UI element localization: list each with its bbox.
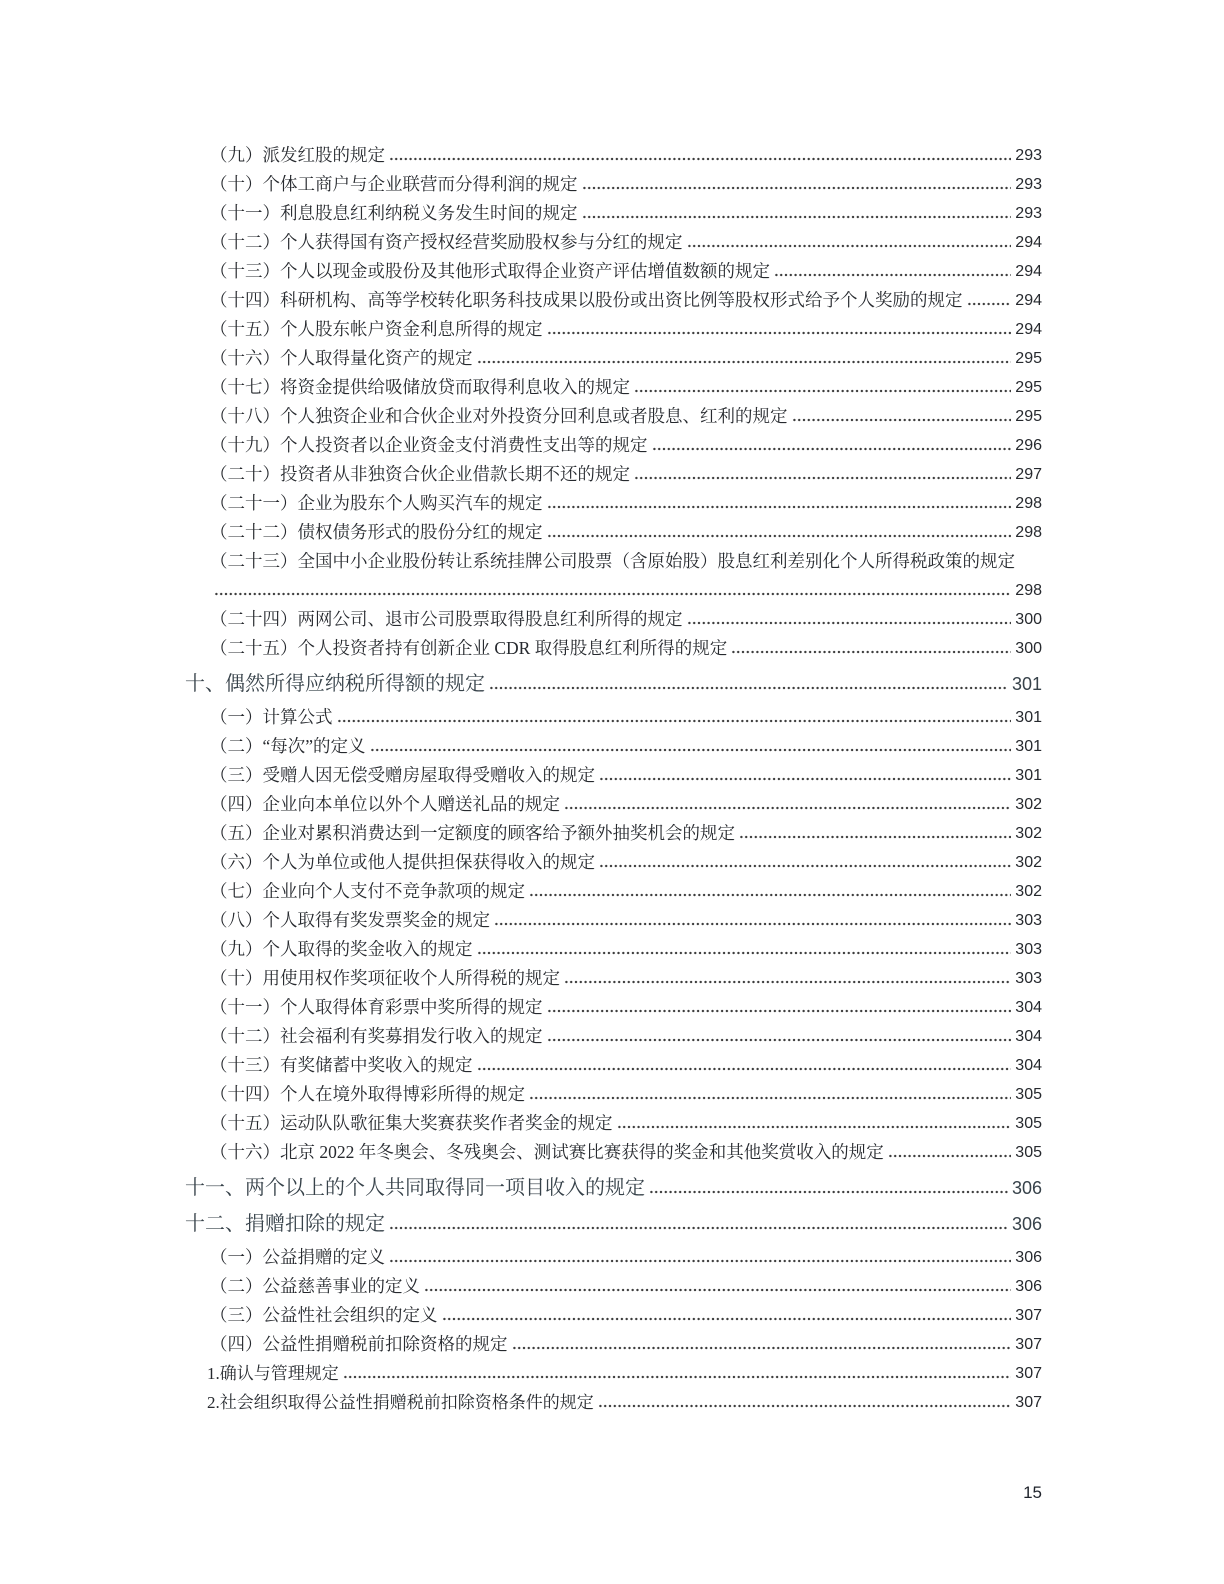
toc-entry bbox=[210, 489, 1042, 518]
toc-entry-page: 293 bbox=[1015, 147, 1042, 164]
toc-entry-page: 302 bbox=[1015, 796, 1042, 813]
toc-entry bbox=[210, 431, 1042, 460]
toc-entry bbox=[210, 1330, 1042, 1359]
toc-entry-label: （二十二）债权债务形式的股份分红的规定 bbox=[210, 522, 543, 542]
toc-entry-page: 305 bbox=[1015, 1115, 1042, 1132]
toc-entry bbox=[207, 1388, 1042, 1417]
toc-entry-label: （一）公益捐赠的定义 bbox=[210, 1247, 385, 1267]
toc-entry bbox=[210, 993, 1042, 1022]
toc-entry bbox=[210, 761, 1042, 790]
dot-leader bbox=[389, 1243, 1011, 1272]
toc-entry bbox=[210, 402, 1042, 431]
toc-entry bbox=[210, 1022, 1042, 1051]
toc-entry-page: 294 bbox=[1015, 292, 1042, 309]
toc-entry-page: 300 bbox=[1015, 611, 1042, 628]
toc-entry-page: 307 bbox=[1015, 1336, 1042, 1353]
dot-leader bbox=[337, 703, 1012, 732]
toc-entry bbox=[210, 634, 1042, 663]
toc-entry-page: 306 bbox=[1015, 1249, 1042, 1266]
toc-entry-page: 307 bbox=[1015, 1365, 1042, 1382]
dot-leader bbox=[599, 848, 1011, 877]
toc-entry-label: （三）受赠人因无偿受赠房屋取得受赠收入的规定 bbox=[210, 765, 595, 785]
toc-entry bbox=[210, 547, 1042, 605]
dot-leader bbox=[774, 257, 1011, 286]
dot-leader bbox=[547, 1022, 1012, 1051]
toc-entry-label: （十四）个人在境外取得博彩所得的规定 bbox=[210, 1084, 525, 1104]
dot-leader bbox=[634, 373, 1011, 402]
toc-entry-label: （十八）个人独资企业和合伙企业对外投资分回利息或者股息、红利的规定 bbox=[210, 406, 788, 426]
dot-leader bbox=[424, 1272, 1011, 1301]
toc-entry-page: 302 bbox=[1015, 854, 1042, 871]
toc-entry bbox=[210, 1080, 1042, 1109]
dot-leader bbox=[494, 906, 1011, 935]
toc-entry-page: 304 bbox=[1015, 999, 1042, 1016]
toc-entry-page: 294 bbox=[1015, 321, 1042, 338]
toc-entry bbox=[210, 1272, 1042, 1301]
toc-entry-label: （二十一）企业为股东个人购买汽车的规定 bbox=[210, 493, 543, 513]
dot-leader bbox=[687, 228, 1012, 257]
dot-leader bbox=[739, 819, 1011, 848]
toc-entry-page: 306 bbox=[1011, 1214, 1042, 1234]
toc-entry-label: （十二）个人获得国有资产授权经营奖励股权参与分红的规定 bbox=[210, 232, 683, 252]
toc-entry-label: 2.社会组织取得公益性捐赠税前扣除资格条件的规定 bbox=[207, 1393, 594, 1412]
dot-leader bbox=[489, 669, 1008, 699]
toc-entry bbox=[210, 228, 1042, 257]
dot-leader bbox=[564, 964, 1011, 993]
toc-entry-label: （十五）个人股东帐户资金利息所得的规定 bbox=[210, 319, 543, 339]
toc-entry-page: 302 bbox=[1015, 883, 1042, 900]
toc-entry-label: （十二）社会福利有奖募捐发行收入的规定 bbox=[210, 1026, 543, 1046]
toc-entry bbox=[210, 170, 1042, 199]
toc-entry bbox=[210, 848, 1042, 877]
toc-entry-label: （十五）运动队队歌征集大奖赛获奖作者奖金的规定 bbox=[210, 1113, 613, 1133]
toc-entry bbox=[210, 518, 1042, 547]
toc-entry-page: 307 bbox=[1015, 1394, 1042, 1411]
toc-entry-label: （二十四）两网公司、退市公司股票取得股息红利所得的规定 bbox=[210, 609, 683, 629]
toc-entry bbox=[210, 1051, 1042, 1080]
toc-entry-page: 295 bbox=[1015, 350, 1042, 367]
toc-entry-page: 294 bbox=[1015, 263, 1042, 280]
toc-heading bbox=[185, 669, 1042, 699]
toc-entry-label: （十四）科研机构、高等学校转化职务科技成果以股份或出资比例等股权形式给予个人奖励的规定 bbox=[210, 290, 963, 310]
toc-entry-label: 十二、捐赠扣除的规定 bbox=[185, 1213, 385, 1235]
toc-entry bbox=[210, 141, 1042, 170]
dot-leader bbox=[512, 1330, 1012, 1359]
dot-leader bbox=[582, 170, 1012, 199]
toc-entry-label: 十一、两个以上的个人共同取得同一项目收入的规定 bbox=[185, 1177, 645, 1199]
dot-leader bbox=[389, 141, 1011, 170]
dot-leader bbox=[617, 1109, 1012, 1138]
toc-entry bbox=[210, 460, 1042, 489]
dot-leader bbox=[687, 605, 1012, 634]
toc-entry-label: （二）“每次”的定义 bbox=[210, 736, 366, 756]
dot-leader bbox=[634, 460, 1011, 489]
dot-leader bbox=[389, 1209, 1008, 1239]
toc-entry-page: 296 bbox=[1015, 437, 1042, 454]
dot-leader bbox=[477, 344, 1012, 373]
toc-heading bbox=[185, 1173, 1042, 1203]
toc-entry-page: 301 bbox=[1015, 767, 1042, 784]
toc-entry bbox=[210, 344, 1042, 373]
toc-entry-page: 293 bbox=[1015, 176, 1042, 193]
toc-entry-page: 298 bbox=[1015, 582, 1042, 599]
toc-entry-page: 307 bbox=[1015, 1307, 1042, 1324]
toc-entry-label: （十三）个人以现金或股份及其他形式取得企业资产评估增值数额的规定 bbox=[210, 261, 770, 281]
toc-entry bbox=[210, 819, 1042, 848]
toc-entry-page: 303 bbox=[1015, 970, 1042, 987]
dot-leader bbox=[649, 1173, 1008, 1203]
toc-entry-page: 298 bbox=[1015, 524, 1042, 541]
toc-entry-label: （七）企业向个人支付不竞争款项的规定 bbox=[210, 881, 525, 901]
toc-entry-page: 304 bbox=[1015, 1028, 1042, 1045]
toc-entry-label: （十九）个人投资者以企业资金支付消费性支出等的规定 bbox=[210, 435, 648, 455]
dot-leader bbox=[582, 199, 1012, 228]
toc-entry-label: （十六）北京 2022 年冬奥会、冬残奥会、测试赛比赛获得的奖金和其他奖赏收入的规定 bbox=[210, 1142, 884, 1162]
toc-entry bbox=[207, 1359, 1042, 1388]
table-of-contents bbox=[185, 141, 1042, 1417]
toc-entry-label: （四）企业向本单位以外个人赠送礼品的规定 bbox=[210, 794, 560, 814]
dot-leader bbox=[888, 1138, 1012, 1167]
toc-entry bbox=[210, 1301, 1042, 1330]
toc-entry bbox=[210, 703, 1042, 732]
dot-leader bbox=[967, 286, 1012, 315]
toc-entry-label: （十一）个人取得体育彩票中奖所得的规定 bbox=[210, 997, 543, 1017]
toc-entry bbox=[210, 257, 1042, 286]
toc-entry-page: 295 bbox=[1015, 408, 1042, 425]
dot-leader bbox=[599, 761, 1011, 790]
toc-entry-page: 300 bbox=[1015, 640, 1042, 657]
toc-entry-label: （九）派发红股的规定 bbox=[210, 145, 385, 165]
dot-leader bbox=[598, 1388, 1012, 1417]
toc-entry-page: 298 bbox=[1015, 495, 1042, 512]
toc-entry bbox=[210, 935, 1042, 964]
toc-entry bbox=[210, 1138, 1042, 1167]
toc-entry bbox=[210, 964, 1042, 993]
toc-entry-label: （九）个人取得的奖金收入的规定 bbox=[210, 939, 473, 959]
toc-entry bbox=[210, 1109, 1042, 1138]
dot-leader bbox=[792, 402, 1012, 431]
toc-entry-page: 302 bbox=[1015, 825, 1042, 842]
toc-entry-page: 305 bbox=[1015, 1086, 1042, 1103]
toc-entry bbox=[210, 1243, 1042, 1272]
dot-leader bbox=[370, 732, 1012, 761]
dot-leader bbox=[547, 489, 1012, 518]
toc-entry bbox=[210, 373, 1042, 402]
toc-entry-label: （二十三）全国中小企业股份转让系统挂牌公司股票（含原始股）股息红利差别化个人所得税政策的规定 bbox=[210, 551, 1015, 571]
toc-entry-page: 301 bbox=[1015, 709, 1042, 726]
toc-entry bbox=[210, 790, 1042, 819]
toc-entry-label: （十）用使用权作奖项征收个人所得税的规定 bbox=[210, 968, 560, 988]
toc-heading bbox=[185, 1209, 1042, 1239]
toc-entry-page: 295 bbox=[1015, 379, 1042, 396]
toc-entry-label: 十、偶然所得应纳税所得额的规定 bbox=[185, 673, 485, 695]
dot-leader bbox=[529, 877, 1011, 906]
toc-entry bbox=[210, 906, 1042, 935]
toc-entry-label: （十七）将资金提供给吸储放贷而取得利息收入的规定 bbox=[210, 377, 630, 397]
toc-entry bbox=[210, 315, 1042, 344]
toc-entry-label: （十）个体工商户与企业联营而分得利润的规定 bbox=[210, 174, 578, 194]
toc-entry-label: （十一）利息股息红利纳税义务发生时间的规定 bbox=[210, 203, 578, 223]
toc-entry-label: （十三）有奖储蓄中奖收入的规定 bbox=[210, 1055, 473, 1075]
toc-entry-label: （二）公益慈善事业的定义 bbox=[210, 1276, 420, 1296]
dot-leader bbox=[442, 1301, 1012, 1330]
toc-entry-page: 294 bbox=[1015, 234, 1042, 251]
dot-leader bbox=[547, 315, 1012, 344]
toc-entry-label: 1.确认与管理规定 bbox=[207, 1364, 339, 1383]
toc-entry-page: 306 bbox=[1011, 1178, 1042, 1198]
toc-entry bbox=[210, 286, 1042, 315]
toc-entry-label: （八）个人取得有奖发票奖金的规定 bbox=[210, 910, 490, 930]
toc-entry bbox=[210, 199, 1042, 228]
dot-leader bbox=[214, 576, 1011, 605]
toc-entry-page: 301 bbox=[1011, 674, 1042, 694]
toc-entry bbox=[210, 605, 1042, 634]
dot-leader bbox=[731, 634, 1011, 663]
dot-leader bbox=[477, 935, 1012, 964]
toc-entry-label: （六）个人为单位或他人提供担保获得收入的规定 bbox=[210, 852, 595, 872]
toc-entry-label: （二十五）个人投资者持有创新企业 CDR 取得股息红利所得的规定 bbox=[210, 638, 728, 658]
dot-leader bbox=[477, 1051, 1012, 1080]
dot-leader bbox=[547, 993, 1012, 1022]
dot-leader bbox=[652, 431, 1012, 460]
toc-entry-label: （四）公益性捐赠税前扣除资格的规定 bbox=[210, 1334, 508, 1354]
toc-entry-page: 293 bbox=[1015, 205, 1042, 222]
toc-entry-page: 303 bbox=[1015, 912, 1042, 929]
toc-entry-page: 303 bbox=[1015, 941, 1042, 958]
toc-entry-page: 304 bbox=[1015, 1057, 1042, 1074]
toc-entry-page: 301 bbox=[1015, 738, 1042, 755]
toc-entry bbox=[210, 877, 1042, 906]
toc-entry-page: 297 bbox=[1015, 466, 1042, 483]
footer-page-number: 15 bbox=[1023, 1483, 1042, 1502]
toc-entry-page: 305 bbox=[1015, 1144, 1042, 1161]
toc-entry-page: 306 bbox=[1015, 1278, 1042, 1295]
dot-leader bbox=[529, 1080, 1011, 1109]
toc-entry-label: （十六）个人取得量化资产的规定 bbox=[210, 348, 473, 368]
dot-leader bbox=[564, 790, 1011, 819]
toc-entry-label: （二十）投资者从非独资合伙企业借款长期不还的规定 bbox=[210, 464, 630, 484]
toc-entry-label: （一）计算公式 bbox=[210, 707, 333, 727]
toc-entry bbox=[210, 732, 1042, 761]
toc-entry-label: （五）企业对累积消费达到一定额度的顾客给予额外抽奖机会的规定 bbox=[210, 823, 735, 843]
dot-leader bbox=[547, 518, 1012, 547]
dot-leader bbox=[343, 1359, 1012, 1388]
toc-entry-label: （三）公益性社会组织的定义 bbox=[210, 1305, 438, 1325]
